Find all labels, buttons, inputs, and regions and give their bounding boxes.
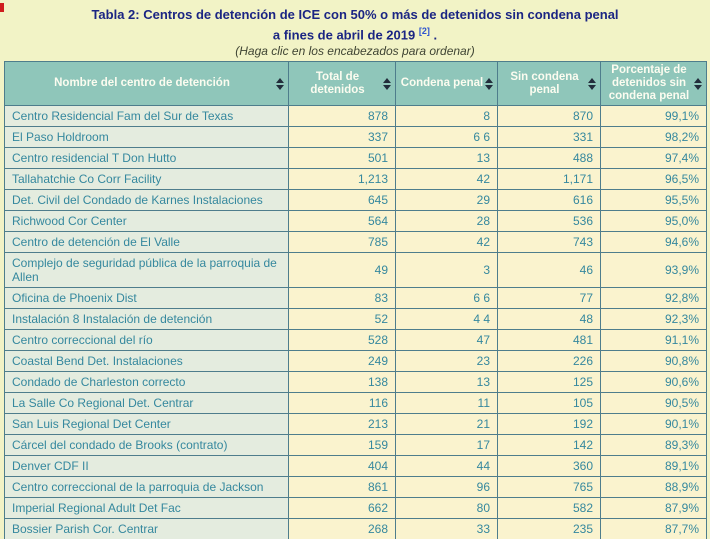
facility-name-cell: El Paso Holdroom — [5, 127, 289, 148]
no-conviction-cell: 481 — [498, 330, 601, 351]
convicted-cell: 28 — [396, 211, 498, 232]
no-conviction-cell: 536 — [498, 211, 601, 232]
facility-name-cell: Condado de Charleston correcto — [5, 372, 289, 393]
table-row — [5, 372, 707, 393]
no-conviction-cell: 105 — [498, 393, 601, 414]
table-row — [5, 232, 707, 253]
convicted-cell: 6 6 — [396, 288, 498, 309]
detention-centers-table — [4, 61, 707, 539]
convicted-cell: 6 6 — [396, 127, 498, 148]
facility-name-cell: Imperial Regional Adult Det Fac — [5, 498, 289, 519]
convicted-cell: 42 — [396, 232, 498, 253]
percentage-cell: 95,0% — [601, 211, 707, 232]
red-edge-marker — [0, 3, 4, 12]
sort-icon[interactable] — [694, 78, 703, 90]
facility-name-cell: Coastal Bend Det. Instalaciones — [5, 351, 289, 372]
percentage-cell: 96,5% — [601, 169, 707, 190]
no-conviction-cell: 616 — [498, 190, 601, 211]
facility-name-cell: Centro correccional del río — [5, 330, 289, 351]
percentage-cell: 98,2% — [601, 127, 707, 148]
citation-link[interactable]: [2] — [418, 26, 430, 36]
column-header-label: Porcentaje de detenidos sin condena penal — [608, 64, 690, 103]
no-conviction-cell: 77 — [498, 288, 601, 309]
facility-name-cell: Centro correccional de la parroquia de Jackson — [5, 477, 289, 498]
table-row — [5, 253, 707, 288]
percentage-cell: 90,8% — [601, 351, 707, 372]
percentage-cell: 87,7% — [601, 519, 707, 539]
total-detainees-cell: 861 — [289, 477, 396, 498]
facility-name-cell: Oficina de Phoenix Dist — [5, 288, 289, 309]
convicted-cell: 11 — [396, 393, 498, 414]
table-row — [5, 148, 707, 169]
column-header-total[interactable] — [289, 62, 396, 106]
percentage-cell: 88,9% — [601, 477, 707, 498]
total-detainees-cell: 249 — [289, 351, 396, 372]
convicted-cell: 21 — [396, 414, 498, 435]
facility-name-cell: Centro residencial T Don Hutto — [5, 148, 289, 169]
total-detainees-cell: 83 — [289, 288, 396, 309]
percentage-cell: 92,3% — [601, 309, 707, 330]
percentage-cell: 95,5% — [601, 190, 707, 211]
convicted-cell: 33 — [396, 519, 498, 539]
table-row — [5, 351, 707, 372]
no-conviction-cell: 1,171 — [498, 169, 601, 190]
facility-name-cell: Tallahatchie Co Corr Facility — [5, 169, 289, 190]
table-row — [5, 477, 707, 498]
no-conviction-cell: 142 — [498, 435, 601, 456]
table-row — [5, 498, 707, 519]
header-row — [5, 62, 707, 106]
total-detainees-cell: 1,213 — [289, 169, 396, 190]
convicted-cell: 42 — [396, 169, 498, 190]
convicted-cell: 44 — [396, 456, 498, 477]
table-row — [5, 190, 707, 211]
sort-icon[interactable] — [276, 78, 285, 90]
facility-name-cell: Denver CDF II — [5, 456, 289, 477]
total-detainees-cell: 268 — [289, 519, 396, 539]
convicted-cell: 47 — [396, 330, 498, 351]
table-row — [5, 127, 707, 148]
percentage-cell: 90,6% — [601, 372, 707, 393]
total-detainees-cell: 878 — [289, 106, 396, 127]
no-conviction-cell: 743 — [498, 232, 601, 253]
facility-name-cell: Cárcel del condado de Brooks (contrato) — [5, 435, 289, 456]
facility-name-cell: Det. Civil del Condado de Karnes Instalaciones — [5, 190, 289, 211]
no-conviction-cell: 48 — [498, 309, 601, 330]
no-conviction-cell: 870 — [498, 106, 601, 127]
total-detainees-cell: 564 — [289, 211, 396, 232]
no-conviction-cell: 331 — [498, 127, 601, 148]
sort-hint-subtitle: (Haga clic en los encabezados para ordenar) — [235, 44, 475, 59]
percentage-cell: 90,1% — [601, 414, 707, 435]
column-header-no-conviction[interactable] — [498, 62, 601, 106]
no-conviction-cell: 226 — [498, 351, 601, 372]
table-row — [5, 435, 707, 456]
no-conviction-cell: 125 — [498, 372, 601, 393]
total-detainees-cell: 213 — [289, 414, 396, 435]
total-detainees-cell: 404 — [289, 456, 396, 477]
convicted-cell: 13 — [396, 372, 498, 393]
facility-name-cell: La Salle Co Regional Det. Centrar — [5, 393, 289, 414]
percentage-cell: 92,8% — [601, 288, 707, 309]
total-detainees-cell: 52 — [289, 309, 396, 330]
no-conviction-cell: 235 — [498, 519, 601, 539]
no-conviction-cell: 46 — [498, 253, 601, 288]
percentage-cell: 89,1% — [601, 456, 707, 477]
facility-name-cell: Centro de detención de El Valle — [5, 232, 289, 253]
no-conviction-cell: 192 — [498, 414, 601, 435]
percentage-cell: 87,9% — [601, 498, 707, 519]
facility-name-cell: Centro Residencial Fam del Sur de Texas — [5, 106, 289, 127]
total-detainees-cell: 49 — [289, 253, 396, 288]
convicted-cell: 80 — [396, 498, 498, 519]
table-body — [5, 106, 707, 539]
percentage-cell: 91,1% — [601, 330, 707, 351]
column-header-label: Sin condena penal — [510, 70, 579, 96]
total-detainees-cell: 662 — [289, 498, 396, 519]
percentage-cell: 94,6% — [601, 232, 707, 253]
total-detainees-cell: 116 — [289, 393, 396, 414]
column-header-label: Condena penal — [400, 77, 484, 90]
facility-name-cell: Complejo de seguridad pública de la parroquia de Allen — [5, 253, 289, 288]
column-header-convicted[interactable] — [396, 62, 498, 106]
table-row — [5, 106, 707, 127]
convicted-cell: 4 4 — [396, 309, 498, 330]
total-detainees-cell: 528 — [289, 330, 396, 351]
table-title-date: a fines de abril de 2019 — [272, 27, 416, 43]
total-detainees-cell: 785 — [289, 232, 396, 253]
table-row — [5, 519, 707, 539]
percentage-cell: 99,1% — [601, 106, 707, 127]
table-title-line1: Tabla 2: Centros de detención de ICE con 50% o más de detenidos sin condena penal — [91, 7, 619, 22]
facility-name-cell: Instalación 8 Instalación de detención — [5, 309, 289, 330]
convicted-cell: 13 — [396, 148, 498, 169]
percentage-cell: 97,4% — [601, 148, 707, 169]
table-row — [5, 456, 707, 477]
table-caption — [0, 0, 710, 59]
no-conviction-cell: 488 — [498, 148, 601, 169]
sort-icon[interactable] — [383, 78, 392, 90]
table-row — [5, 288, 707, 309]
total-detainees-cell: 501 — [289, 148, 396, 169]
no-conviction-cell: 360 — [498, 456, 601, 477]
convicted-cell: 8 — [396, 106, 498, 127]
percentage-cell: 90,5% — [601, 393, 707, 414]
no-conviction-cell: 765 — [498, 477, 601, 498]
column-header-label: Nombre del centro de detención — [54, 77, 230, 90]
total-detainees-cell: 159 — [289, 435, 396, 456]
convicted-cell: 3 — [396, 253, 498, 288]
table-row — [5, 330, 707, 351]
table-row — [5, 393, 707, 414]
percentage-cell: 93,9% — [601, 253, 707, 288]
total-detainees-cell: 645 — [289, 190, 396, 211]
convicted-cell: 23 — [396, 351, 498, 372]
convicted-cell: 17 — [396, 435, 498, 456]
table-row — [5, 309, 707, 330]
column-header-name[interactable] — [5, 62, 289, 106]
table-title-line2 — [0, 23, 710, 43]
column-header-percentage[interactable] — [601, 62, 707, 106]
no-conviction-cell: 582 — [498, 498, 601, 519]
facility-name-cell: Bossier Parish Cor. Centrar — [5, 519, 289, 539]
table-row — [5, 169, 707, 190]
total-detainees-cell: 337 — [289, 127, 396, 148]
total-detainees-cell: 138 — [289, 372, 396, 393]
sort-icon[interactable] — [485, 78, 494, 90]
convicted-cell: 96 — [396, 477, 498, 498]
percentage-cell: 89,3% — [601, 435, 707, 456]
column-header-label: Total de detenidos — [310, 70, 365, 96]
facility-name-cell: San Luis Regional Det Center — [5, 414, 289, 435]
table-row — [5, 414, 707, 435]
table-row — [5, 211, 707, 232]
facility-name-cell: Richwood Cor Center — [5, 211, 289, 232]
convicted-cell: 29 — [396, 190, 498, 211]
table-title-period: . — [433, 27, 438, 43]
sort-icon[interactable] — [588, 78, 597, 90]
